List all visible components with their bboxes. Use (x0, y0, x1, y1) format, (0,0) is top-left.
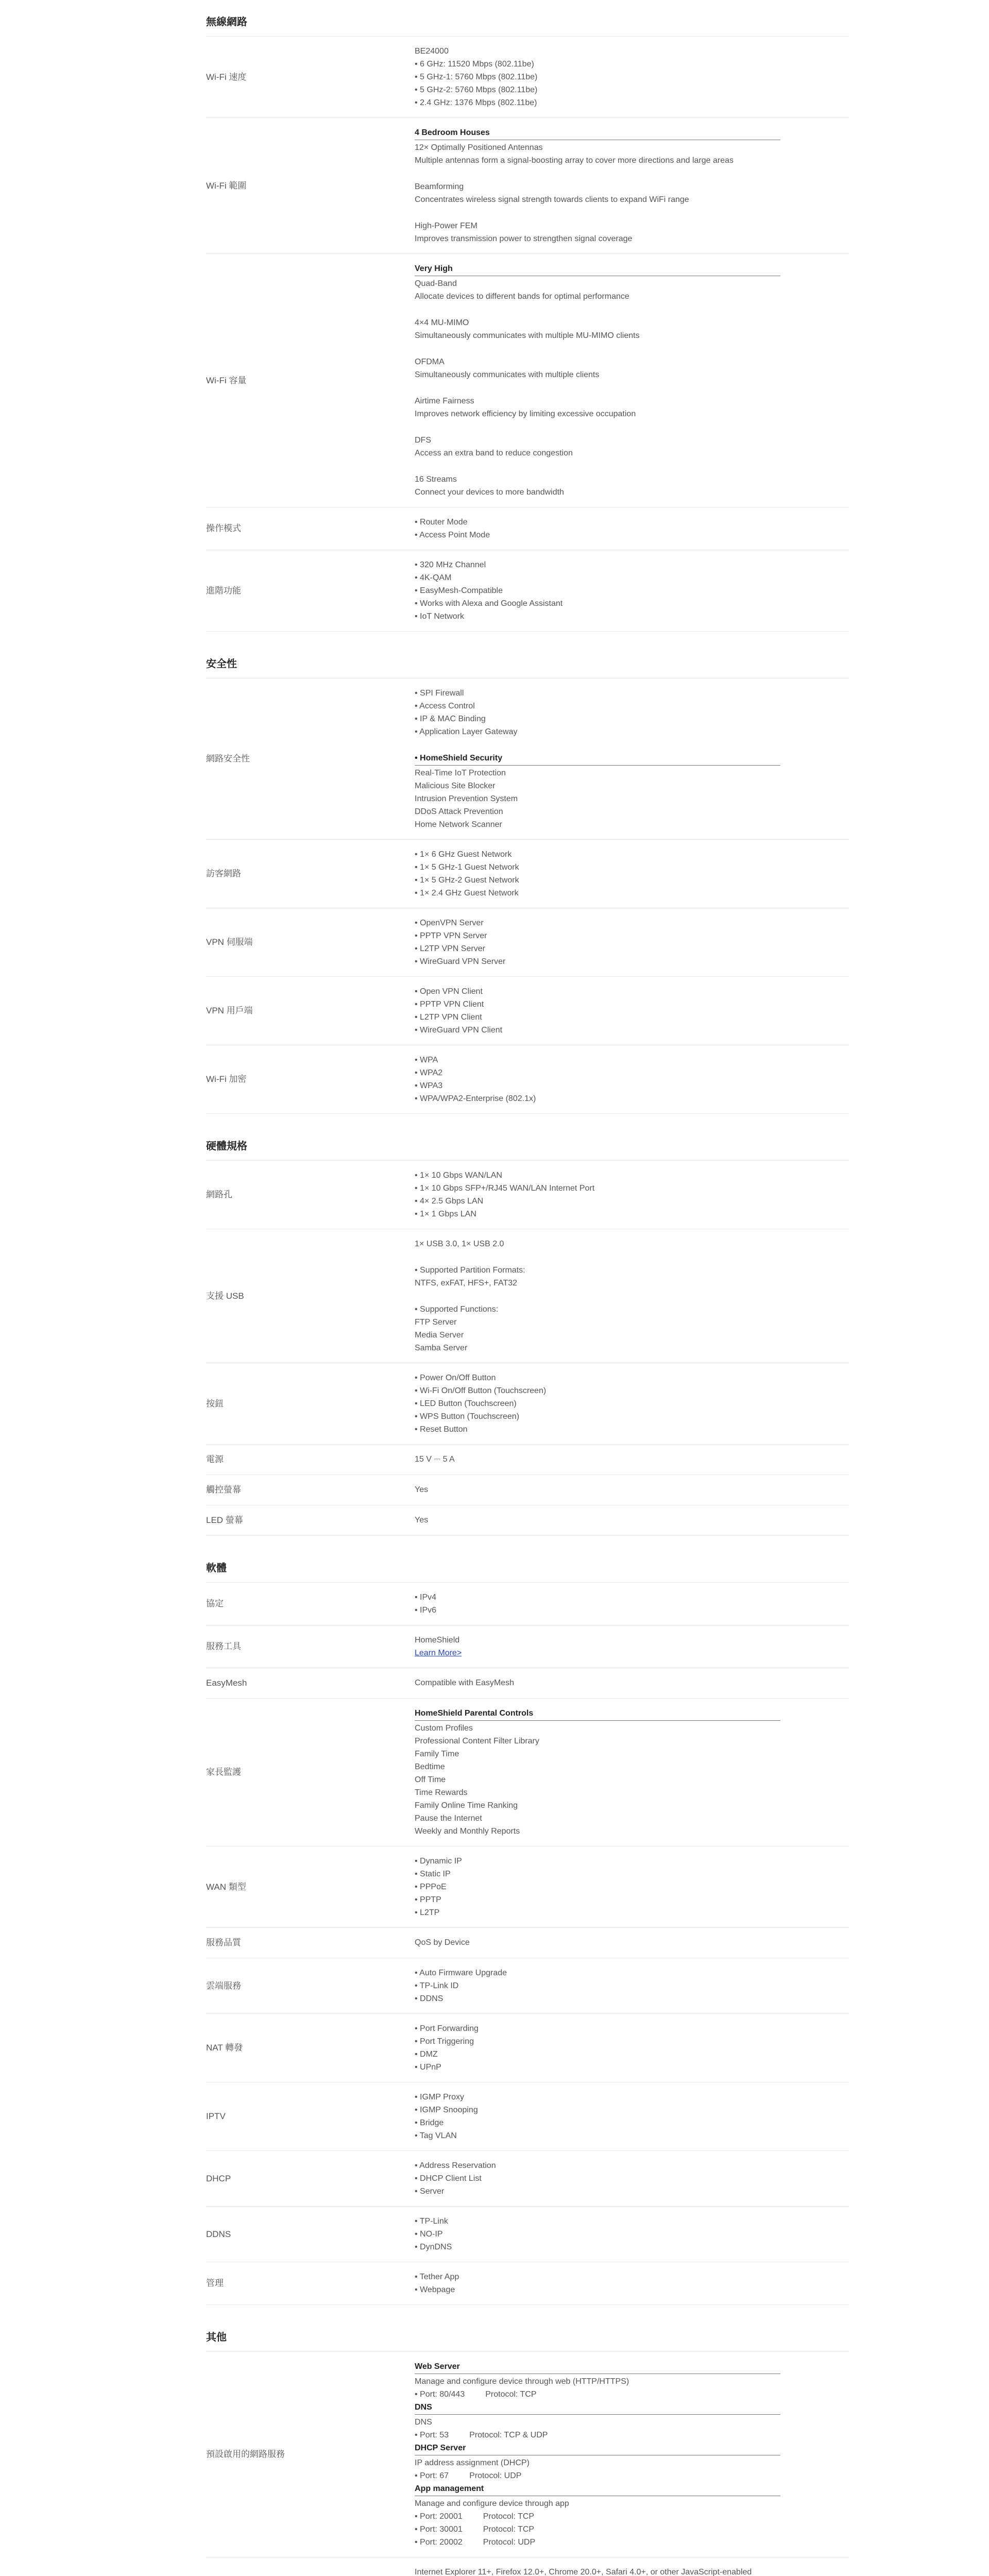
value-line: Access an extra band to reduce congestion (415, 449, 573, 457)
spec-label: 預設啟用的網路服務 (206, 2449, 285, 2459)
spec-row-item-3 (206, 507, 849, 550)
spec-table (206, 12, 849, 2576)
spacer (415, 381, 849, 395)
value-line: 16 Streams (415, 475, 457, 484)
value-line: Malicious Site Blocker (415, 782, 496, 790)
port-protocol-line (415, 2388, 849, 2401)
spec-value (415, 1483, 849, 1497)
port-text: • Port: 20002 (415, 2538, 463, 2547)
spec-value (415, 45, 849, 109)
value-line: Yes (415, 1516, 429, 1524)
value-line: • OpenVPN Server (415, 919, 484, 927)
spec-row-nat (206, 2014, 849, 2082)
spec-value (415, 1371, 849, 1436)
value-line: 15 V ⎓ 5 A (415, 1455, 455, 1464)
learn-more-link[interactable]: Learn More> (415, 1649, 462, 1657)
port-protocol-line (415, 2523, 849, 2536)
value-line: • L2TP (415, 1908, 440, 1917)
value-line: • Webpage (415, 2285, 455, 2294)
spec-value (415, 848, 849, 900)
value-line: 1× USB 3.0, 1× USB 2.0 (415, 1240, 504, 1248)
spec-section-2 (206, 1137, 849, 1536)
section-title: 軟體 (206, 1558, 849, 1583)
value-line: • DDNS (415, 1994, 444, 2003)
value-line: • IGMP Snooping (415, 2106, 478, 2114)
spec-value (415, 2022, 849, 2074)
spec-row-wi-fi (206, 254, 849, 507)
value-line: NTFS, exFAT, HFS+, FAT32 (415, 1279, 518, 1287)
spec-value (415, 1634, 849, 1659)
value-line: • 1× 2.4 GHz Guest Network (415, 889, 519, 897)
spec-value (415, 262, 849, 499)
spec-label: 操作模式 (206, 523, 241, 533)
spec-row-vpn (206, 977, 849, 1045)
spec-row-item-1 (206, 1625, 849, 1668)
spec-label: 按鈕 (206, 1398, 224, 1409)
value-line: • Access Control (415, 702, 475, 710)
value-line: • LED Button (Touchscreen) (415, 1399, 517, 1408)
value-line: • Supported Functions: (415, 1305, 499, 1314)
spec-label: 管理 (206, 2278, 224, 2288)
value-line: • Supported Partition Formats: (415, 1266, 525, 1275)
value-line: • Bridge (415, 2119, 444, 2127)
spec-value (415, 2159, 849, 2198)
value-line: • PPTP VPN Client (415, 1000, 484, 1009)
value-line: Manage and configure device through app (415, 2499, 569, 2508)
port-text: • Port: 30001 (415, 2525, 463, 2534)
spec-row-item-0 (206, 679, 849, 840)
value-line: Airtime Fairness (415, 397, 474, 405)
spec-row-item-5 (206, 1928, 849, 1958)
value-line: • WPA (415, 1056, 438, 1064)
section-title: 安全性 (206, 654, 849, 679)
value-line: • DHCP Client List (415, 2174, 482, 2183)
spec-label: 觸控螢幕 (206, 1485, 241, 1495)
value-line: • Wi-Fi On/Off Button (Touchscreen) (415, 1386, 547, 1395)
spec-label (206, 2566, 415, 2576)
spec-label: DHCP (206, 2173, 231, 2183)
spec-value (415, 1169, 849, 1221)
value-line: IP address assignment (DHCP) (415, 2459, 530, 2467)
value-line: • 320 MHz Channel (415, 561, 486, 569)
spec-section-0 (206, 12, 849, 632)
value-line: Intrusion Prevention System (415, 794, 518, 803)
spec-section-3 (206, 1558, 849, 2305)
spacer (415, 460, 849, 473)
value-line: • 1× 1 Gbps LAN (415, 1210, 476, 1218)
value-line: • WPS Button (Touchscreen) (415, 1412, 520, 1421)
value-line: Real-Time IoT Protection (415, 769, 506, 777)
value-line: • WireGuard VPN Client (415, 1026, 503, 1035)
spec-row-item-1 (206, 2557, 849, 2576)
spec-row-ddns (206, 2207, 849, 2262)
spec-row-item-11 (206, 2262, 849, 2305)
spec-value (415, 1707, 849, 1838)
value-line: Bedtime (415, 1762, 445, 1771)
spec-label: DDNS (206, 2229, 231, 2239)
value-heading: 4 Bedroom Houses (415, 126, 780, 140)
value-heading: DHCP Server (415, 2442, 780, 2455)
spec-value (415, 917, 849, 968)
port-protocol-line (415, 2469, 849, 2482)
spec-value (415, 1967, 849, 2005)
spec-label: 網路安全性 (206, 754, 250, 764)
section-title: 硬體規格 (206, 1137, 849, 1161)
spec-label: 服務工具 (206, 1641, 241, 1651)
value-line: Internet Explorer 11+, Firefox 12.0+, Chrome 20.0+, Safari 4.0+, or other JavaScript-enabled (415, 2568, 752, 2576)
spec-row-iptv (206, 2082, 849, 2151)
value-line: • WPA2 (415, 1069, 443, 1077)
spec-value (415, 985, 849, 1037)
value-line: • IP & MAC Binding (415, 715, 486, 723)
value-heading: Web Server (415, 2360, 780, 2374)
spec-row-usb (206, 1229, 849, 1363)
spec-label: Wi-Fi 容量 (206, 375, 247, 385)
value-line: • Access Point Mode (415, 531, 490, 539)
spec-label: WAN 類型 (206, 1882, 246, 1892)
spec-value (415, 2566, 849, 2576)
value-line: DFS (415, 436, 431, 445)
value-line: Off Time (415, 1775, 446, 1784)
value-line: Compatible with EasyMesh (415, 1679, 514, 1687)
spec-row-item-2 (206, 1363, 849, 1445)
spec-value (415, 558, 849, 623)
value-heading: • HomeShield Security (415, 752, 780, 766)
value-line: DDoS Attack Prevention (415, 807, 503, 816)
value-line: • 1× 5 GHz-2 Guest Network (415, 876, 519, 885)
value-line: Yes (415, 1485, 429, 1494)
protocol-text: Protocol: TCP (483, 2525, 535, 2534)
value-line: • 5 GHz-1: 5760 Mbps (802.11be) (415, 73, 538, 81)
spec-row-item-6 (206, 1958, 849, 2014)
value-line: Family Time (415, 1750, 459, 1758)
spec-row-wi-fi (206, 118, 849, 254)
value-line: • Tether App (415, 2273, 459, 2281)
value-line: Quad-Band (415, 279, 457, 288)
value-line: • PPTP (415, 1895, 441, 1904)
spec-value (415, 126, 849, 245)
spacer (415, 420, 849, 434)
value-line: • Tag VLAN (415, 2131, 457, 2140)
spacer (415, 303, 849, 316)
protocol-text: Protocol: UDP (483, 2538, 536, 2547)
value-line: OFDMA (415, 358, 445, 366)
spacer (415, 342, 849, 355)
value-line: • L2TP VPN Client (415, 1013, 482, 1022)
protocol-text: Protocol: TCP & UDP (469, 2431, 548, 2439)
port-text: • Port: 20001 (415, 2512, 463, 2521)
value-line: • Dynamic IP (415, 1857, 462, 1866)
section-title: 其他 (206, 2328, 849, 2352)
port-protocol-line (415, 2536, 849, 2549)
spec-value (415, 1238, 849, 1354)
value-line: Samba Server (415, 1344, 468, 1352)
value-line: High-Power FEM (415, 222, 478, 230)
value-line: • 5 GHz-2: 5760 Mbps (802.11be) (415, 86, 538, 94)
value-line: • WireGuard VPN Server (415, 957, 506, 966)
spec-value (415, 687, 849, 831)
spec-value (415, 1453, 849, 1466)
spec-label: 網路孔 (206, 1190, 232, 1199)
spec-section-1 (206, 654, 849, 1114)
value-line: • Auto Firmware Upgrade (415, 1969, 507, 1977)
value-line: Simultaneously communicates with multiple MU-MIMO clients (415, 331, 640, 340)
spec-value (415, 1676, 849, 1690)
spec-label: 協定 (206, 1599, 224, 1608)
value-line: • IPv4 (415, 1593, 437, 1602)
spec-label: VPN 伺服端 (206, 937, 253, 947)
spec-label: 家長監護 (206, 1767, 241, 1777)
value-line: Professional Content Filter Library (415, 1737, 539, 1745)
spec-label: VPN 用戶端 (206, 1006, 253, 1015)
value-heading: DNS (415, 2401, 780, 2415)
port-text: • Port: 67 (415, 2471, 449, 2480)
protocol-text: Protocol: UDP (469, 2471, 522, 2480)
value-line: • Server (415, 2187, 445, 2196)
value-heading: HomeShield Parental Controls (415, 1707, 780, 1721)
spec-value (415, 2270, 849, 2296)
value-line: Beamforming (415, 182, 464, 191)
spec-row-wi-fi (206, 37, 849, 118)
section-title: 無線網路 (206, 12, 849, 37)
spec-row-item-1 (206, 840, 849, 908)
spec-value (415, 2091, 849, 2142)
spacer (415, 1250, 849, 1264)
spec-row-dhcp (206, 2151, 849, 2207)
spec-value (415, 1855, 849, 1919)
spec-label: 訪客網路 (206, 869, 241, 878)
spec-value (415, 1054, 849, 1105)
value-line: • Reset Button (415, 1425, 468, 1434)
value-line: Time Rewards (415, 1788, 468, 1797)
spec-row-wan (206, 1846, 849, 1928)
value-line: • IGMP Proxy (415, 2093, 464, 2102)
value-line: • 1× 5 GHz-1 Guest Network (415, 863, 519, 872)
value-heading: App management (415, 2482, 780, 2496)
port-text: • Port: 80/443 (415, 2390, 465, 2399)
spacer (415, 738, 849, 752)
value-line: • TP-Link (415, 2217, 448, 2226)
value-line: • 1× 6 GHz Guest Network (415, 850, 512, 859)
value-line: Allocate devices to different bands for optimal performance (415, 292, 629, 301)
value-heading: Very High (415, 262, 780, 276)
value-line: Simultaneously communicates with multiple clients (415, 370, 600, 379)
value-line: • IPv6 (415, 1606, 437, 1615)
value-line: • 6 GHz: 11520 Mbps (802.11be) (415, 60, 534, 69)
spec-label: 電源 (206, 1454, 224, 1464)
spec-row-item-4 (206, 1475, 849, 1505)
value-line: QoS by Device (415, 1938, 470, 1947)
spec-row-item-4 (206, 550, 849, 632)
value-line: Multiple antennas form a signal-boosting array to cover more directions and large areas (415, 156, 734, 165)
value-line: • Works with Alexa and Google Assistant (415, 599, 563, 608)
port-protocol-line (415, 2429, 849, 2442)
value-line: • UPnP (415, 2063, 441, 2072)
value-line: DNS (415, 2418, 432, 2427)
spec-label: 進階功能 (206, 585, 241, 596)
value-line: • NO-IP (415, 2230, 443, 2239)
value-line: • Open VPN Client (415, 987, 483, 996)
spec-value (415, 1591, 849, 1617)
value-line: 12× Optimally Positioned Antennas (415, 143, 543, 152)
value-line: • Power On/Off Button (415, 1374, 496, 1382)
value-line: Media Server (415, 1331, 464, 1340)
value-line: • SPI Firewall (415, 689, 464, 698)
spec-value (415, 2215, 849, 2253)
value-line: Connect your devices to more bandwidth (415, 488, 564, 497)
spec-value (415, 1936, 849, 1950)
spacer (415, 206, 849, 219)
value-line: Improves network efficiency by limiting excessive occupation (415, 410, 636, 418)
spec-value (415, 1514, 849, 1527)
value-line: Home Network Scanner (415, 820, 502, 829)
value-line: BE24000 (415, 47, 449, 56)
value-line: Improves transmission power to strengthen signal coverage (415, 234, 633, 243)
value-line: • 4× 2.5 Gbps LAN (415, 1197, 484, 1206)
value-line: • WPA/WPA2-Enterprise (802.1x) (415, 1094, 536, 1103)
spec-label: 服務品質 (206, 1938, 241, 1947)
value-line: Custom Profiles (415, 1724, 473, 1733)
value-line: • Address Reservation (415, 2161, 496, 2170)
value-line: Pause the Internet (415, 1814, 482, 1823)
value-line: • DMZ (415, 2050, 438, 2059)
spec-label: NAT 轉發 (206, 2043, 243, 2053)
spec-row-item-3 (206, 1445, 849, 1475)
value-line: • WPA3 (415, 1081, 443, 1090)
value-line: Concentrates wireless signal strength towards clients to expand WiFi range (415, 195, 689, 204)
value-line: • PPPoE (415, 1883, 447, 1891)
spec-value (415, 516, 849, 541)
value-line: • Router Mode (415, 518, 468, 527)
value-line: HomeShield (415, 1636, 460, 1645)
spec-section-4 (206, 2328, 849, 2576)
value-line: • DynDNS (415, 2243, 452, 2251)
spacer (415, 167, 849, 180)
spec-label: LED 螢幕 (206, 1515, 243, 1525)
spec-label: Wi-Fi 範圍 (206, 180, 247, 191)
value-line: Weekly and Monthly Reports (415, 1827, 520, 1836)
spec-row-wi-fi (206, 1045, 849, 1114)
protocol-text: Protocol: TCP (485, 2390, 537, 2399)
spec-label: EasyMesh (206, 1678, 247, 1688)
value-line: 4×4 MU-MIMO (415, 318, 469, 327)
port-protocol-line (415, 2510, 849, 2523)
value-line: Family Online Time Ranking (415, 1801, 518, 1810)
value-line: • 4K-QAM (415, 573, 452, 582)
spec-label: Wi-Fi 加密 (206, 1074, 247, 1084)
value-line: • Port Forwarding (415, 2024, 479, 2033)
value-line: • 1× 10 Gbps SFP+/RJ45 WAN/LAN Internet Port (415, 1184, 595, 1193)
value-line: • TP-Link ID (415, 1981, 459, 1990)
spec-label: IPTV (206, 2111, 226, 2121)
spec-row-item-3 (206, 1699, 849, 1846)
value-line: • L2TP VPN Server (415, 944, 485, 953)
spec-row-easymesh (206, 1668, 849, 1699)
value-line: • Static IP (415, 1870, 451, 1878)
value-line: • Port Triggering (415, 2037, 474, 2046)
spec-label: 支援 USB (206, 1291, 244, 1301)
value-line: • IoT Network (415, 612, 464, 621)
value-line: FTP Server (415, 1318, 457, 1327)
value-line: • EasyMesh-Compatible (415, 586, 503, 595)
spec-label: 雲端服務 (206, 1980, 241, 1991)
value-line: • PPTP VPN Server (415, 931, 487, 940)
spec-row-item-0 (206, 2352, 849, 2557)
value-line: • 2.4 GHz: 1376 Mbps (802.11be) (415, 98, 537, 107)
spec-value (415, 2360, 849, 2549)
value-line: • 1× 10 Gbps WAN/LAN (415, 1171, 502, 1180)
value-line: Manage and configure device through web (HTTP/HTTPS) (415, 2377, 629, 2386)
learn-more-row (415, 1647, 849, 1659)
spacer (415, 1290, 849, 1303)
port-text: • Port: 53 (415, 2431, 449, 2439)
spec-row-vpn (206, 908, 849, 977)
spec-row-item-0 (206, 1583, 849, 1625)
value-line: • Application Layer Gateway (415, 727, 518, 736)
spec-label: Wi-Fi 速度 (206, 72, 247, 82)
spec-row-item-0 (206, 1161, 849, 1229)
protocol-text: Protocol: TCP (483, 2512, 535, 2521)
spec-row-led (206, 1505, 849, 1536)
